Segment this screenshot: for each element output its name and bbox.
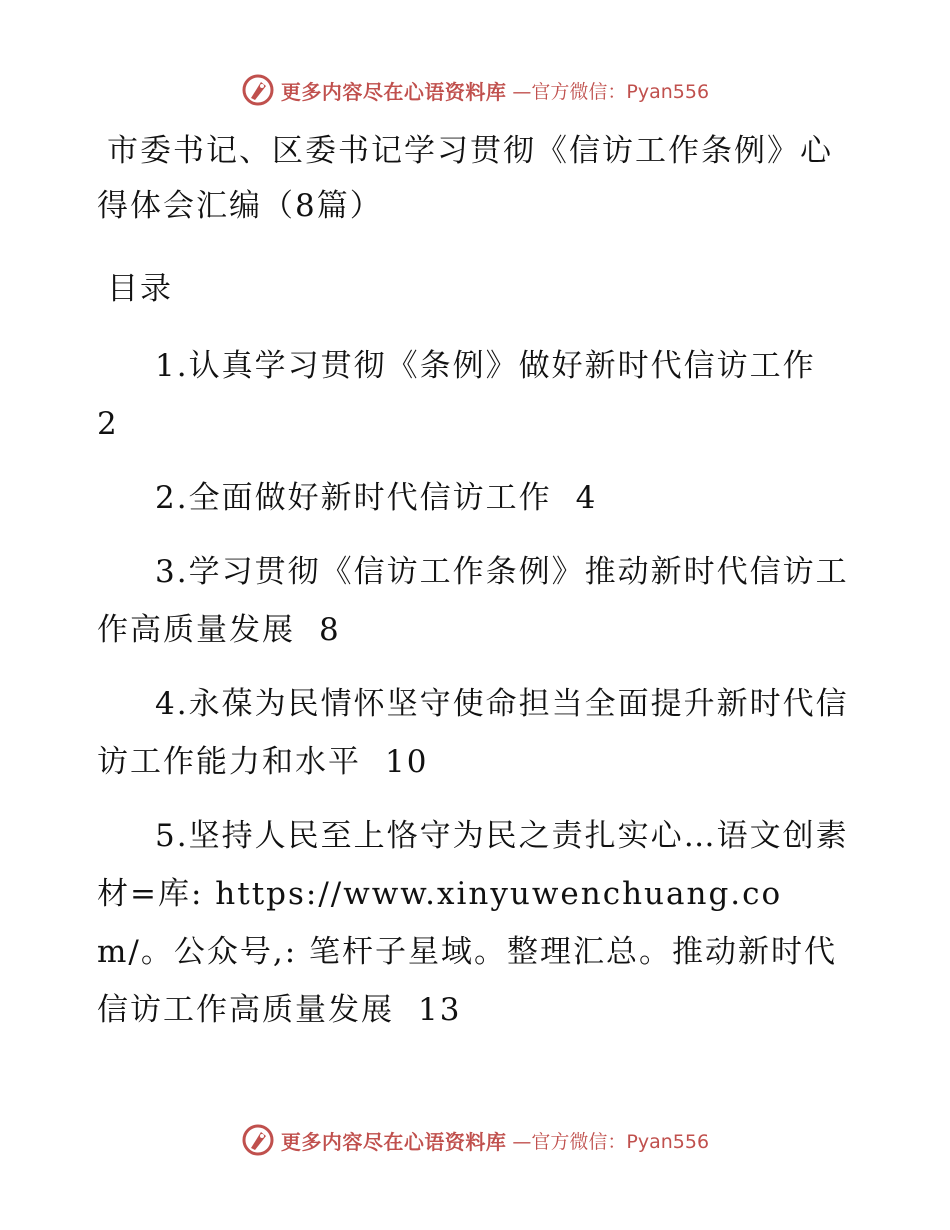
toc-item-text: 3.学习贯彻《信访工作条例》推动新时代信访工作高质量发展: [97, 554, 849, 648]
watermark-main-text: 更多内容尽在心语资料库: [280, 1129, 507, 1154]
watermark-sub-text: —官方微信：Pyan556: [512, 80, 710, 103]
toc-item-text: 4.永葆为民情怀坚守使命担当全面提升新时代信访工作能力和水平: [97, 686, 849, 780]
toc-item: [97, 675, 857, 791]
watermark-header: [0, 70, 950, 110]
toc-item: [97, 543, 857, 659]
watermark-footer: [0, 1120, 950, 1160]
pen-nib-logo-icon: [241, 1123, 275, 1157]
document-body: [97, 124, 857, 1039]
table-of-contents: [97, 337, 857, 1039]
toc-item: [97, 807, 857, 1039]
pen-nib-logo-icon: [241, 73, 275, 107]
toc-item-page: 13: [418, 992, 462, 1028]
toc-item: [97, 337, 857, 453]
toc-item-page: 2: [97, 406, 119, 442]
toc-item-page: 4: [575, 480, 598, 516]
watermark-main-text: 更多内容尽在心语资料库: [280, 79, 507, 104]
toc-item-text: 1.认真学习贯彻《条例》做好新时代信访工作: [155, 348, 816, 384]
toc-heading: 目录: [107, 271, 173, 307]
toc-item: [97, 469, 857, 527]
toc-item-page: 10: [385, 744, 429, 780]
watermark-sub-text: —官方微信：Pyan556: [512, 1130, 710, 1153]
toc-item-page: 8: [319, 612, 341, 648]
document-title: 市委书记、区委书记学习贯彻《信访工作条例》心得体会汇编（8篇）: [97, 133, 833, 224]
toc-item-text: 2.全面做好新时代信访工作: [155, 480, 552, 516]
toc-item-text: 5.坚持人民至上恪守为民之责扎实心…语文创素材=库: https://www.xinyuwenchuang.com/。公众号,: 笔杆子星域。整理汇总。推动新时代信访工作高质量发展: [97, 818, 849, 1028]
